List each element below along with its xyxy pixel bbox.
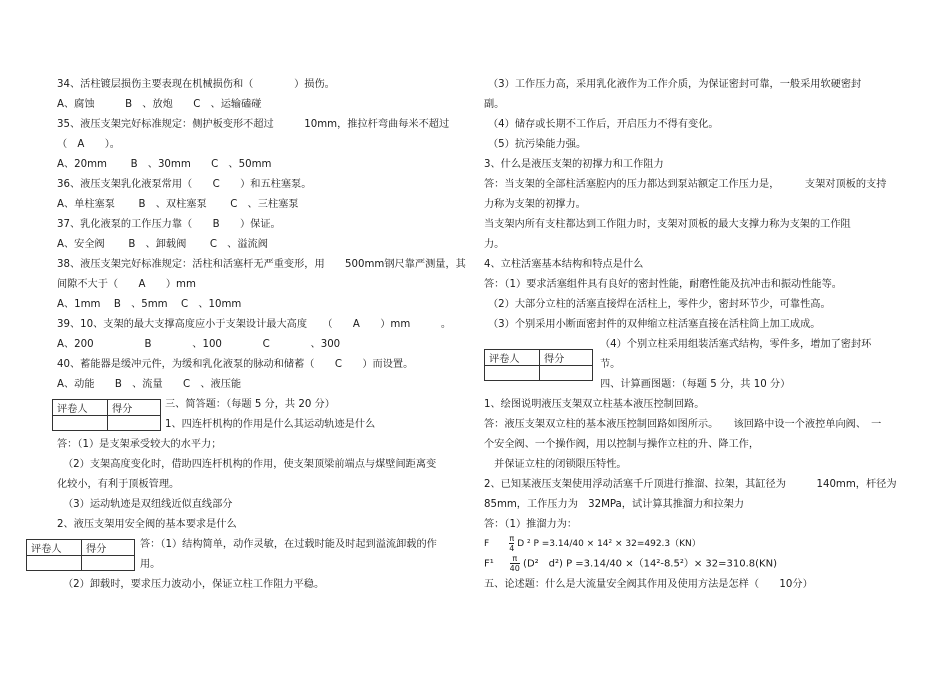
formula-fraction: $\frac{\pi}{4}$ — [509, 534, 515, 553]
question-40: 40、蓄能器是缓冲元件，为缓和乳化液泵的脉动和储蓄（ C ）而设置。 — [57, 359, 414, 370]
question-36-options: A、单柱塞泵 B 、双柱塞泵 C 、三柱塞泵 — [57, 199, 299, 210]
question-38-options: A、1mm B 、5mm C 、10mm — [57, 299, 242, 310]
calc-answer-1-cont2: 并保证立柱的闭锁限压特性。 — [484, 459, 627, 470]
answer-3-2-cont: 力。 — [484, 239, 505, 250]
question-38: 38、液压支架完好标准规定：活柱和活塞杆无严重变形，用 500mm钢尺靠严测量，其 — [57, 259, 466, 270]
calc-answer-1-cont: 个安全阀、一个操作阀，用以控制与操作立柱的升、降工作， — [484, 439, 760, 450]
score-cell — [82, 556, 135, 571]
short-answer-2: 2、液压支架用安全阀的基本要求是什么 — [57, 519, 237, 530]
answer-3-1: 答：当支架的全部柱活塞腔内的压力都达到泵站额定工作压力是， 支架对顶板的支持 — [484, 179, 887, 190]
answer-2-1: 答：（1）结构简单，动作灵敏，在过载时能及时起到溢流卸载的作 — [140, 539, 437, 550]
grader-label: 评卷人 — [53, 400, 108, 416]
question-37-options: A、安全阀 B 、卸载阀 C 、溢流阀 — [57, 239, 268, 250]
short-answer-1: 1、四连杆机构的作用是什么其运动轨迹是什么 — [165, 419, 376, 430]
grader-cell — [485, 366, 540, 381]
section-4-title: 四、计算画图题：（每题 5 分，共 10 分） — [600, 379, 791, 390]
score-label: 得分 — [82, 540, 135, 556]
calc-answer-2: 答：（1）推溜力为： — [484, 519, 578, 530]
question-36: 36、液压支架乳化液泵常用（ C ）和五柱塞泵。 — [57, 179, 312, 190]
answer-2-3: （3）工作压力高，采用乳化液作为工作介质，为保证密封可靠，一般采用软硬密封 — [488, 79, 862, 90]
short-answer-3: 3、什么是液压支架的初撑力和工作阻力 — [484, 159, 664, 170]
question-34-options: A、腐蚀 B 、放炮 C 、运输磕碰 — [57, 99, 262, 110]
answer-2-1-cont: 用。 — [140, 559, 161, 570]
answer-1-2: （2）支架高度变化时，借助四连杆机构的作用，使支架顶梁前端点与煤壁间距离变 — [63, 459, 437, 470]
grader-label: 评卷人 — [485, 350, 540, 366]
formula-push-force — [484, 534, 701, 553]
formula-rest: (D² d²) P =3.14/40 ×（14²-8.5²）× 32=310.8(KN) — [523, 558, 777, 570]
answer-3-1-cont: 力称为支架的初撑力。 — [484, 199, 586, 210]
answer-4-4-cont: 节。 — [600, 359, 621, 370]
grader-label: 评卷人 — [27, 540, 82, 556]
answer-2-2: （2）卸载时，要求压力波动小，保证立柱工作阻力平稳。 — [63, 579, 325, 590]
grader-cell — [27, 556, 82, 571]
formula-pull-force — [484, 554, 777, 573]
section-5-title: 五、论述题：什么是大流量安全阀其作用及使用方法是怎样（ 10分） — [484, 579, 813, 590]
answer-4-4: （4）个别立柱采用组装活塞式结构，零件多，增加了密封环 — [600, 339, 872, 350]
answer-2-3-cont: 副。 — [484, 99, 505, 110]
grader-cell — [53, 416, 108, 431]
calc-question-2-cont: 85mm，工作压力为 32MPa，试计算其推溜力和拉架力 — [484, 499, 745, 510]
score-label: 得分 — [108, 400, 161, 416]
formula-lead: F¹ — [484, 558, 494, 570]
answer-2-5: （5）抗污染能力强。 — [488, 139, 587, 150]
answer-2-4: （4）储存或长期不工作后，开启压力不得有变化。 — [488, 119, 719, 130]
answer-3-2: 当支架内所有支柱都达到工作阻力时，支架对顶板的最大支撑力称为支架的工作阻 — [484, 219, 851, 230]
score-cell — [540, 366, 593, 381]
question-40-options: A、动能 B 、流量 C 、液压能 — [57, 379, 242, 390]
answer-4-3: （3）个别采用小断面密封件的双伸缩立柱活塞直接在活柱筒上加工成成。 — [488, 319, 821, 330]
section-3-title: 三、简答题：（每题 5 分，共 20 分） — [165, 399, 335, 410]
short-answer-4: 4、立柱活塞基本结构和特点是什么 — [484, 259, 644, 270]
answer-4-2: （2）大部分立柱的活塞直接焊在活柱上，零件少，密封环节少，可靠性高。 — [488, 299, 831, 310]
question-34: 34、活柱镀层损伤主要表现在机械损伤和（ ）损伤。 — [57, 79, 335, 90]
question-37: 37、乳化液泵的工作压力靠（ B ）保证。 — [57, 219, 281, 230]
question-39-options: A、200 B 、100 C 、300 — [57, 339, 341, 350]
question-39: 39、10、支架的最大支撑高度应小于支架设计最大高度 （ A ）mm 。 — [57, 319, 452, 330]
answer-4-1: 答：（1）要求活塞组件具有良好的密封性能，耐磨性能及抗冲击和振动性能等。 — [484, 279, 842, 290]
answer-1-3: （3）运动轨迹是双纽线近似直线部分 — [63, 499, 233, 510]
score-cell — [108, 416, 161, 431]
score-box-2 — [26, 539, 135, 571]
formula-lead: F — [484, 539, 490, 549]
calc-question-1: 1、绘图说明液压支架双立柱基本液压控制回路。 — [484, 399, 705, 410]
calc-answer-1: 答：液压支架双立柱的基本液压控制回路如图所示。 该回路中设一个液控单向阀、 一 — [484, 419, 882, 430]
question-38-cont: 间隙不大于（ A ）mm — [57, 279, 196, 290]
question-35-options: A、20mm B 、30mm C 、50mm — [57, 159, 272, 170]
formula-fraction: $\frac{\pi}{40}$ — [509, 554, 520, 573]
score-label: 得分 — [540, 350, 593, 366]
answer-1-1: 答：（1）是支架承受较大的水平力； — [57, 439, 222, 450]
question-35: 35、液压支架完好标准规定：侧护板变形不超过 10mm，推拉杆弯曲每米不超过 — [57, 119, 450, 130]
score-box-3 — [484, 349, 593, 381]
answer-1-2-cont: 化较小，有利于顶板管理。 — [57, 479, 180, 490]
calc-question-2: 2、已知某液压支架使用浮动活塞千斤顶进行推溜、拉架，其缸径为 140mm，杆径为 — [484, 479, 897, 490]
score-box-1 — [52, 399, 161, 431]
question-35-answer: （ A ）。 — [57, 139, 120, 150]
formula-rest: D ² P =3.14/40 × 14² × 32=492.3（KN） — [517, 539, 701, 549]
